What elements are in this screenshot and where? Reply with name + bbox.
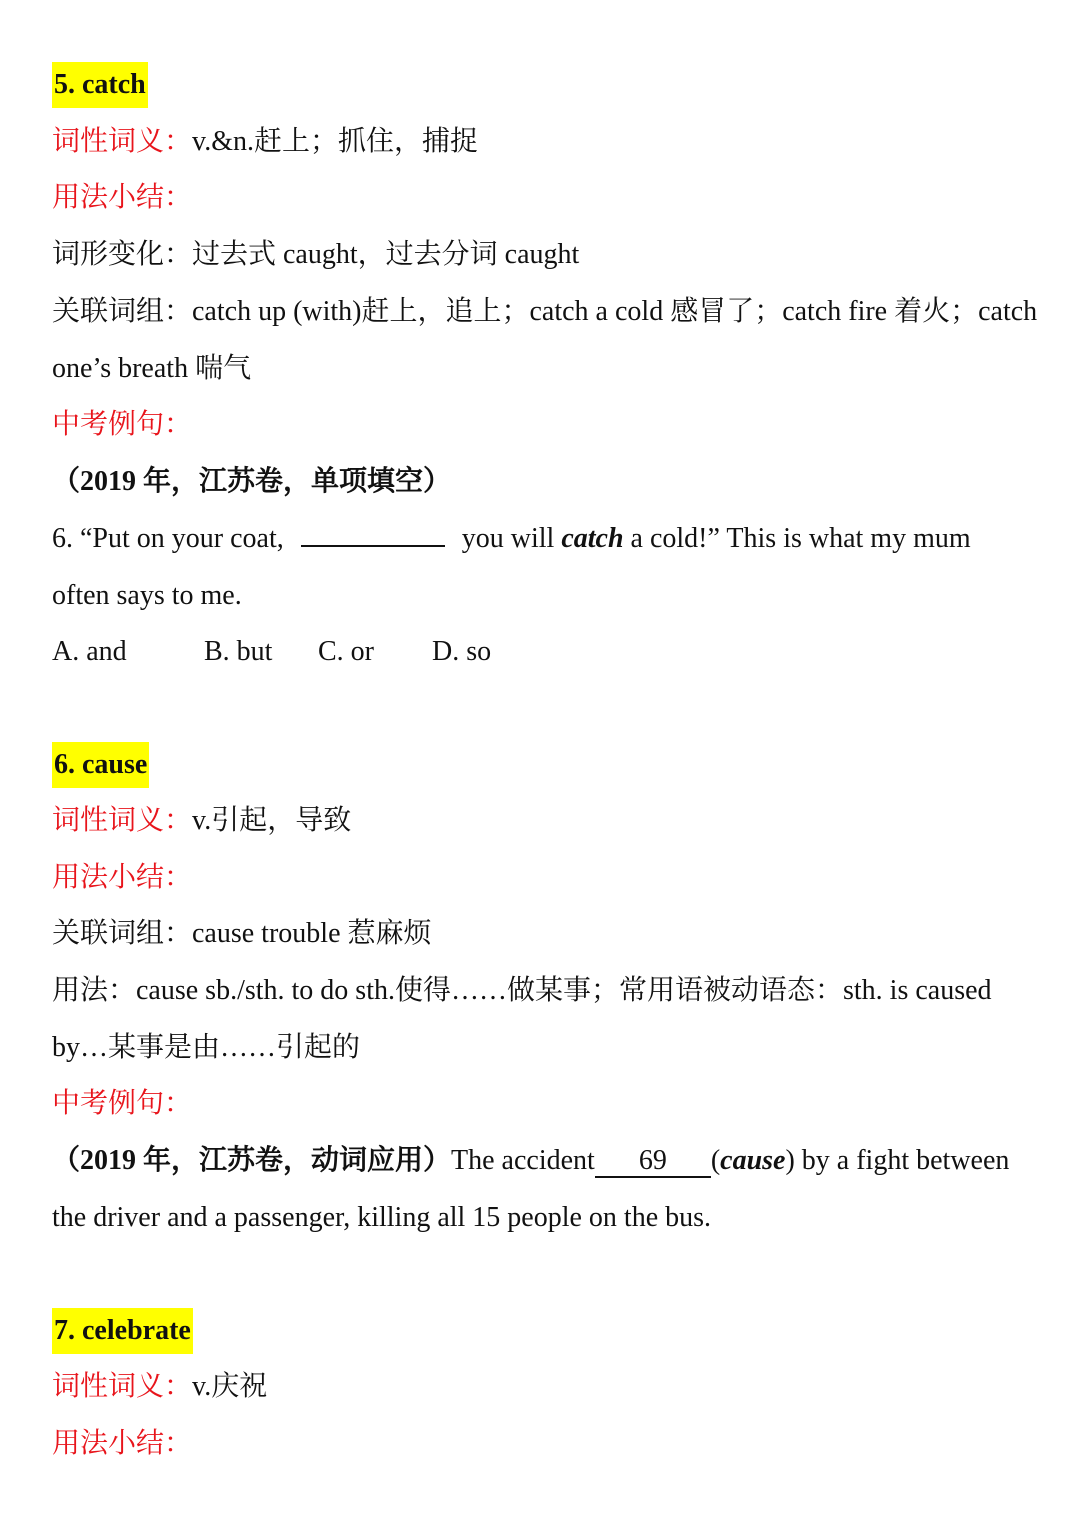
headword-highlight: 7. celebrate bbox=[52, 1308, 193, 1354]
pos-text: v.引起，导致 bbox=[192, 805, 352, 836]
example-line: the driver and a passenger, killing all 15 people on the bus. bbox=[52, 1202, 712, 1233]
keyword: cause bbox=[720, 1145, 786, 1176]
option-c: C. or bbox=[318, 636, 374, 667]
pos-text: v.庆祝 bbox=[192, 1371, 268, 1402]
usage-line: by…某事是由……引起的 bbox=[52, 1032, 361, 1063]
pos-text: v.&n.赶上；抓住，捕捉 bbox=[192, 126, 478, 157]
answer-blank bbox=[301, 545, 445, 547]
question-text: you will bbox=[461, 523, 555, 554]
pos-line bbox=[52, 1367, 1032, 1407]
headword-highlight: 5. catch bbox=[52, 62, 148, 108]
example-label: 中考例句： bbox=[52, 409, 193, 440]
options-row bbox=[52, 632, 1032, 672]
pos-line bbox=[52, 801, 1032, 841]
usage-label: 用法小结： bbox=[52, 862, 193, 893]
pos-line bbox=[52, 122, 1032, 162]
usage-line: 用法：cause sb./sth. to do sth.使得……做某事；常用语被动语态：sth. is caused bbox=[52, 975, 992, 1006]
example-source: （2019 年，江苏卷，动词应用） bbox=[52, 1145, 452, 1176]
pos-label: 词性词义： bbox=[52, 805, 193, 836]
option-a: A. and bbox=[52, 636, 127, 667]
sentence-text: ) by a fight between bbox=[785, 1145, 1010, 1176]
question-text: a cold!” This is what my mum bbox=[630, 523, 971, 554]
question-line bbox=[52, 519, 1032, 559]
phrases-line: 关联词组：catch up (with)赶上，追上；catch a cold 感冒了；catch fire 着火；catch bbox=[52, 296, 1038, 327]
question-line: often says to me. bbox=[52, 580, 242, 611]
example-line bbox=[52, 1141, 1032, 1181]
headword-cause bbox=[52, 742, 1032, 788]
paren-open: ( bbox=[710, 1145, 721, 1176]
usage-label: 用法小结： bbox=[52, 182, 193, 213]
headword-catch bbox=[52, 62, 1032, 108]
pos-label: 词性词义： bbox=[52, 1371, 193, 1402]
option-b: B. but bbox=[204, 636, 273, 667]
sentence-text: The accident bbox=[451, 1145, 595, 1176]
example-source: （2019 年，江苏卷，单项填空） bbox=[52, 466, 452, 497]
headword-highlight: 6. cause bbox=[52, 742, 149, 788]
keyword: catch bbox=[561, 523, 624, 554]
pos-label: 词性词义： bbox=[52, 126, 193, 157]
usage-label: 用法小结： bbox=[52, 1428, 193, 1459]
headword-celebrate bbox=[52, 1308, 1032, 1354]
question-text: 6. “Put on your coat, bbox=[52, 523, 284, 554]
answer-blank: 69 bbox=[595, 1146, 711, 1178]
example-label: 中考例句： bbox=[52, 1088, 193, 1119]
phrases-line: 关联词组：cause trouble 惹麻烦 bbox=[52, 918, 432, 949]
option-d: D. so bbox=[432, 636, 492, 667]
phrases-line: one’s breath 喘气 bbox=[52, 353, 252, 384]
word-forms: 词形变化：过去式 caught，过去分词 caught bbox=[52, 239, 580, 270]
